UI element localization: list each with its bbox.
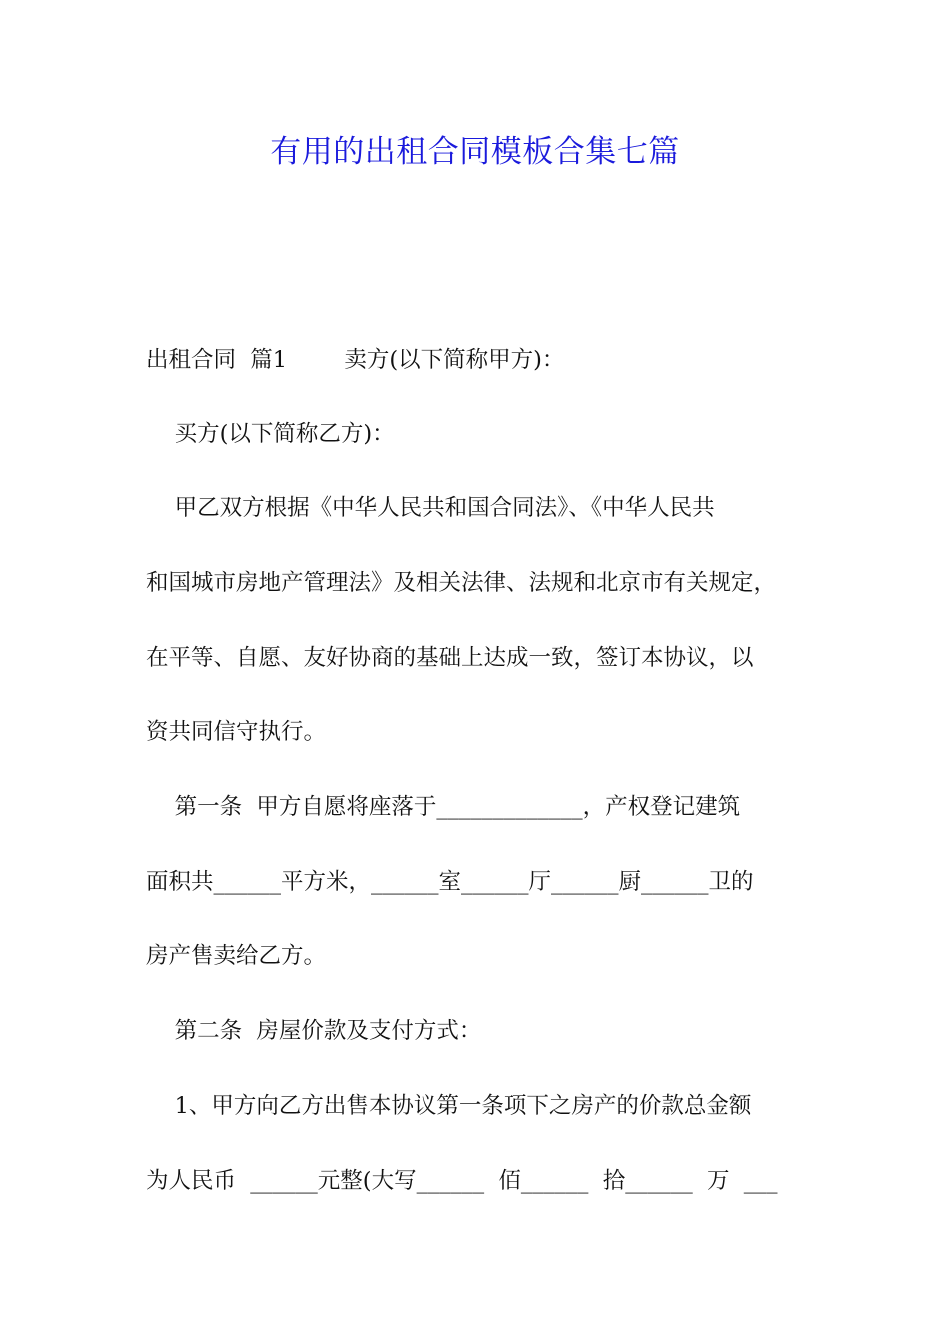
- paragraph-line: 和国城市房地产管理法》及相关法律、法规和北京市有关规定，: [146, 570, 777, 596]
- paragraph-line: 1、甲方向乙方出售本协议第一条项下之房产的价款总金额: [146, 1093, 752, 1119]
- paragraph-line: 为人民币 ______元整(大写______ 佰______ 拾______ 万 ___: [146, 1168, 778, 1194]
- paragraph-line: 资共同信守执行。: [146, 719, 327, 745]
- document-title: 有用的出租合同模板合集七篇: [270, 134, 680, 170]
- paragraph-line: 面积共______平方米，______室______厅______厨______卫的: [146, 869, 754, 895]
- paragraph-line: 第一条 甲方自愿将座落于_____________，产权登记建筑: [146, 794, 741, 820]
- paragraph-line: 出租合同 篇1 卖方(以下简称甲方)：: [146, 347, 565, 373]
- paragraph-line: 买方(以下简称乙方)：: [146, 421, 395, 447]
- paragraph-line: 甲乙双方根据《中华人民共和国合同法》、《中华人民共: [146, 495, 715, 521]
- paragraph-line: 第二条 房屋价款及支付方式：: [146, 1018, 482, 1044]
- paragraph-line: 房产售卖给乙方。: [146, 943, 327, 969]
- paragraph-line: 在平等、自愿、友好协商的基础上达成一致，签订本协议，以: [146, 645, 754, 671]
